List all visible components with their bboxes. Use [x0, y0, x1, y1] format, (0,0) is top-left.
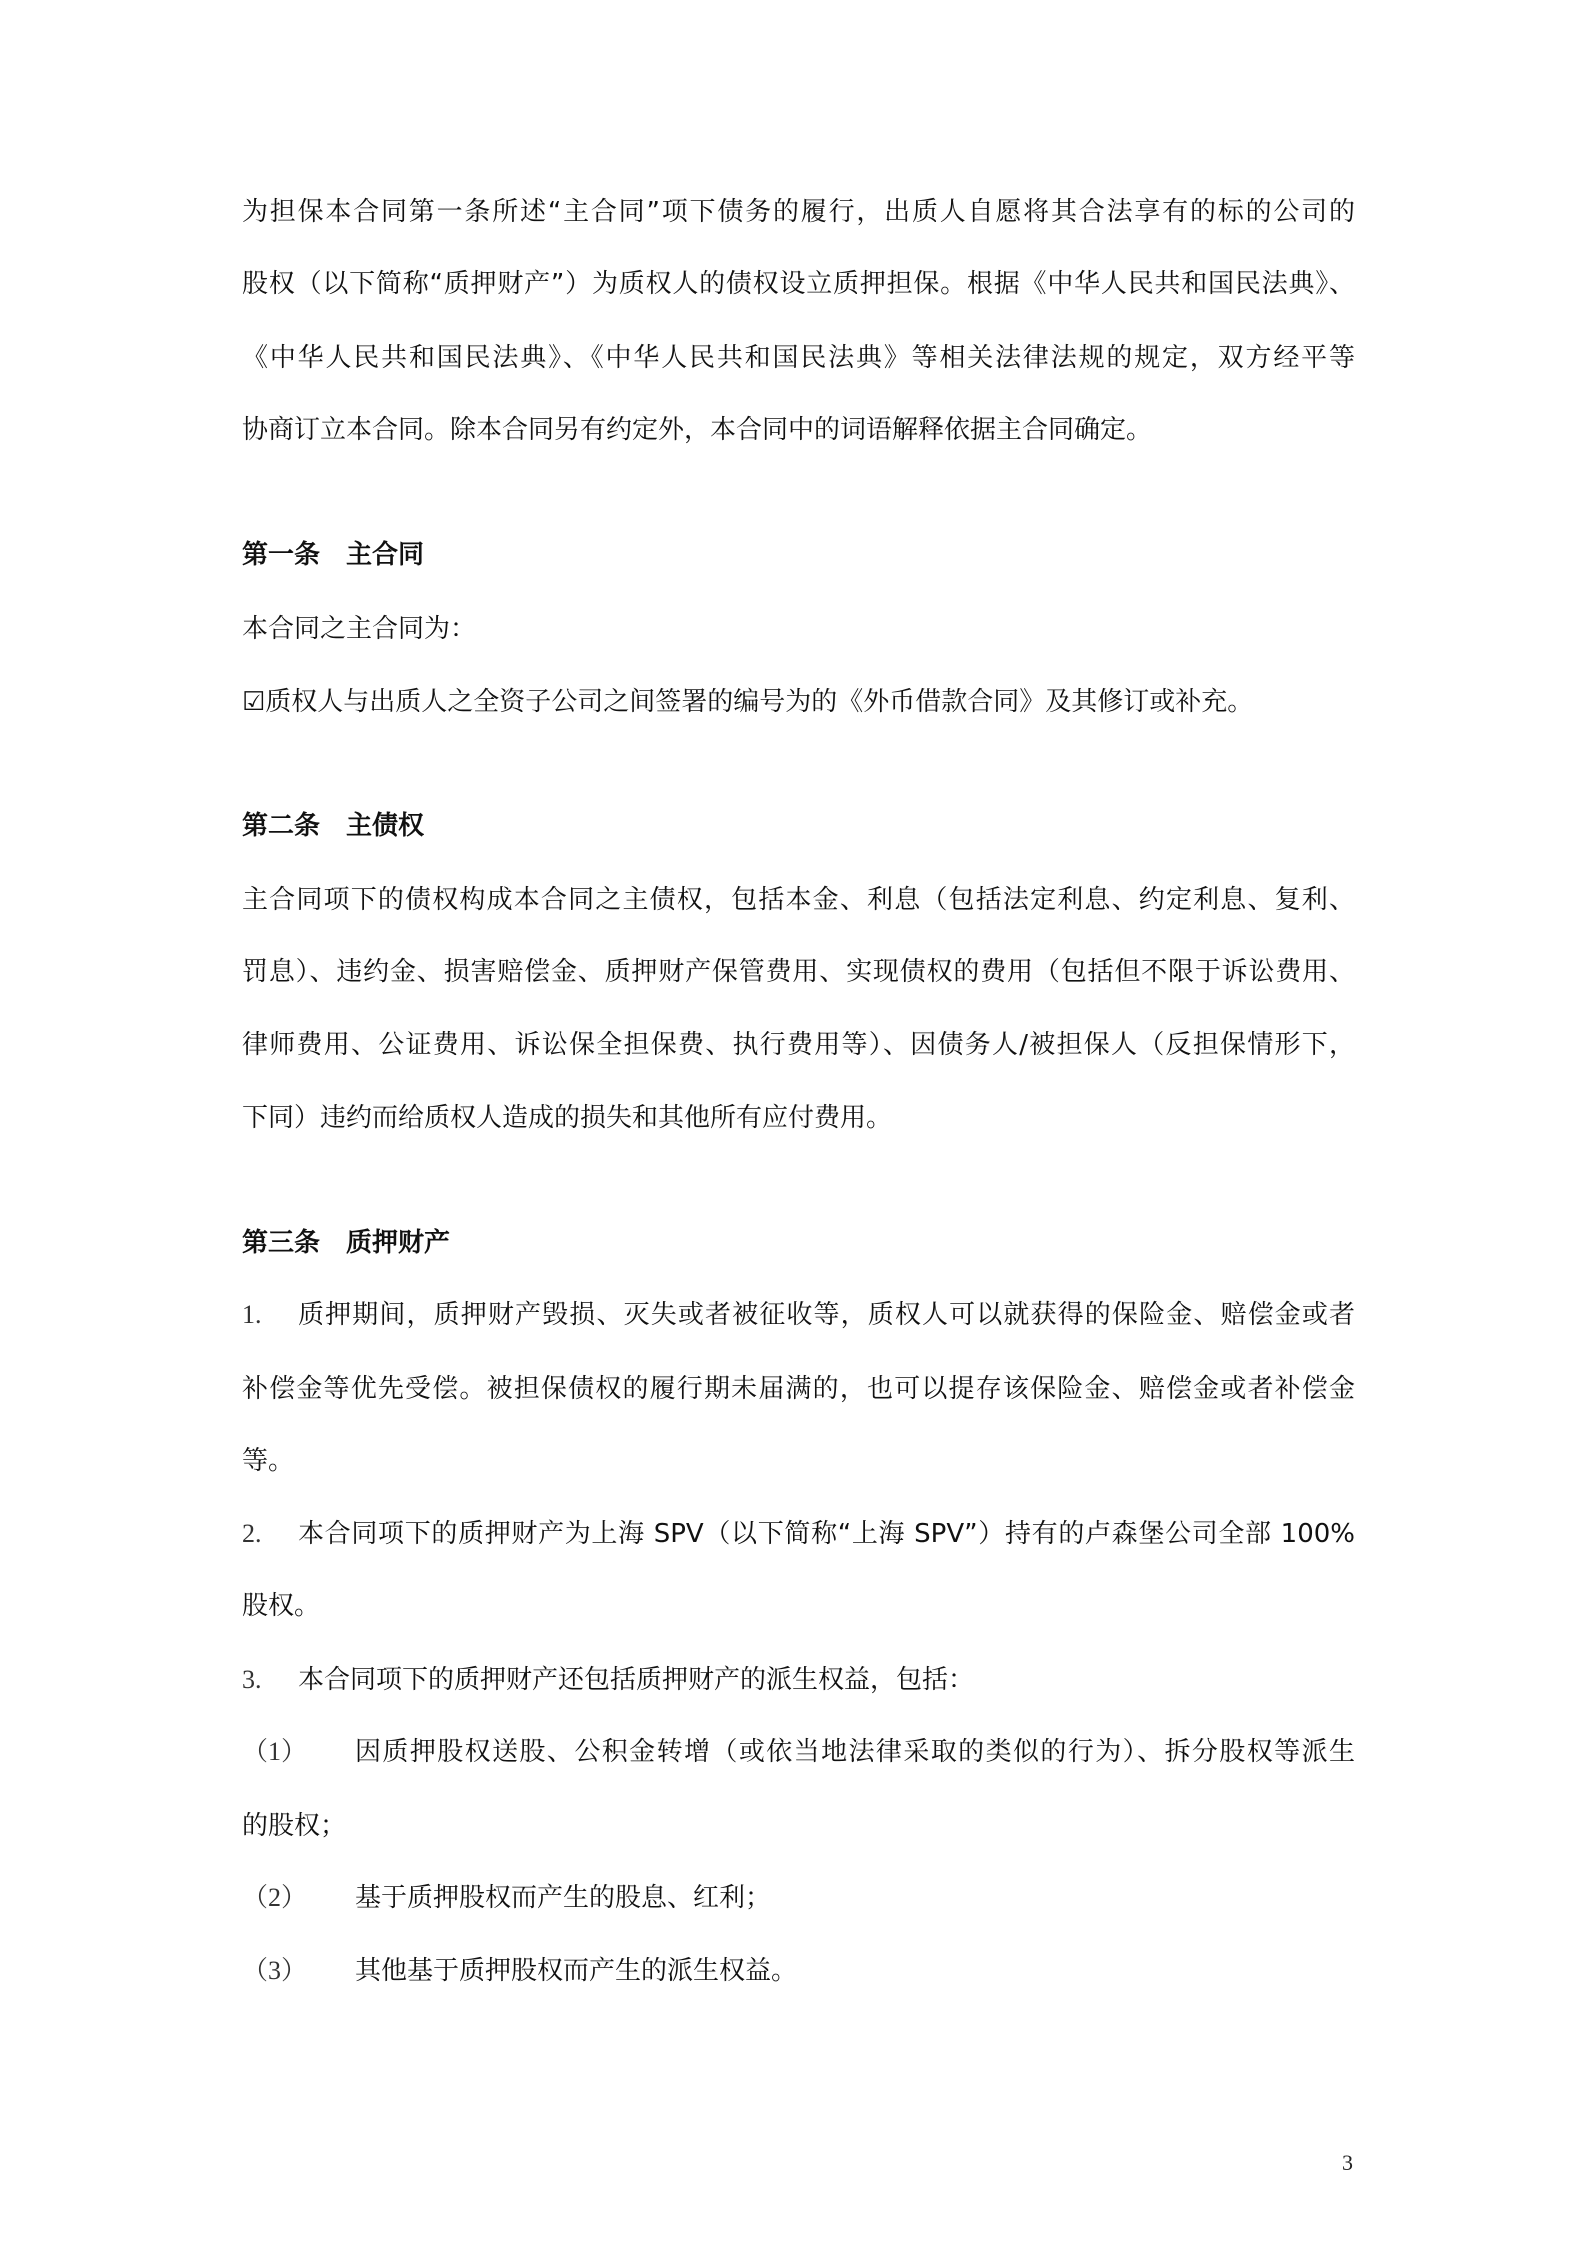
article-2-heading: 第二条 主债权 [242, 811, 425, 841]
page-number: 3 [1342, 2150, 1353, 2175]
article-1-heading: 第一条 主合同 [242, 540, 425, 570]
list-text: 本合同项下的质押财产还包括质押财产的派生权益，包括： [298, 1665, 975, 1695]
sub-item-1-cont: 的股权； [242, 1811, 347, 1841]
list-number: 2. [242, 1519, 262, 1548]
list-item-3 [242, 1662, 1355, 1698]
preamble-line: 协商订立本合同。除本合同另有约定外，本合同中的词语解释依据主合同确定。 [242, 415, 1153, 445]
list-number: 3. [242, 1665, 262, 1694]
sub-item-number: （3） [242, 1956, 308, 1985]
sub-item-text: 其他基于质押股权而产生的派生权益。 [355, 1956, 798, 1986]
sub-item-number: （2） [242, 1883, 308, 1912]
list-item-1-cont: 等。 [242, 1446, 295, 1476]
article-2-line: 下同）违约而给质权人造成的损失和其他所有应付费用。 [242, 1103, 893, 1133]
preamble-line: 为担保本合同第一条所述“主合同”项下债务的履行，出质人自愿将其合法享有的标的公司的 [242, 197, 1355, 227]
article-1-checkbox-line: ☑质权人与出质人之全资子公司之间签署的编号为的《外币借款合同》及其修订或补充。 [242, 687, 1254, 717]
sub-item-text: 基于质押股权而产生的股息、红利； [355, 1883, 772, 1913]
preamble-line: 《中华人民共和国民法典》、《中华人民共和国民法典》等相关法律法规的规定，双方经平等 [242, 343, 1355, 373]
list-item-1-cont: 补偿金等优先受偿。被担保债权的履行期未届满的，也可以提存该保险金、赔偿金或者补偿金 [242, 1374, 1355, 1404]
list-item-2 [242, 1516, 1355, 1552]
article-2-line: 律师费用、公证费用、诉讼保全担保费、执行费用等）、因债务人/被担保人（反担保情形下， [242, 1030, 1355, 1060]
sub-item-number: （1） [242, 1737, 308, 1766]
article-1-line: 本合同之主合同为： [242, 614, 477, 644]
article-3-heading: 第三条 质押财产 [242, 1228, 451, 1258]
list-number: 1. [242, 1300, 262, 1329]
list-text: 质押期间，质押财产毁损、灭失或者被征收等，质权人可以就获得的保险金、赔偿金或者 [298, 1300, 1355, 1330]
list-item-1 [242, 1297, 1355, 1333]
list-text: 本合同项下的质押财产为上海 SPV（以下简称“上海 SPV”）持有的卢森堡公司全部 100% [298, 1519, 1355, 1549]
article-2-line: 主合同项下的债权构成本合同之主债权，包括本金、利息（包括法定利息、约定利息、复利、 [242, 885, 1355, 915]
preamble-line: 股权（以下简称“质押财产”）为质权人的债权设立质押担保。根据《中华人民共和国民法典》、 [242, 269, 1355, 299]
sub-item-1 [242, 1734, 1355, 1770]
sub-item-2 [242, 1880, 1355, 1916]
sub-item-3 [242, 1953, 1355, 1989]
list-item-2-cont: 股权。 [242, 1591, 321, 1621]
article-2-line: 罚息）、违约金、损害赔偿金、质押财产保管费用、实现债权的费用（包括但不限于诉讼费用、 [242, 957, 1355, 987]
sub-item-text: 因质押股权送股、公积金转增（或依当地法律采取的类似的行为）、拆分股权等派生 [355, 1737, 1355, 1767]
